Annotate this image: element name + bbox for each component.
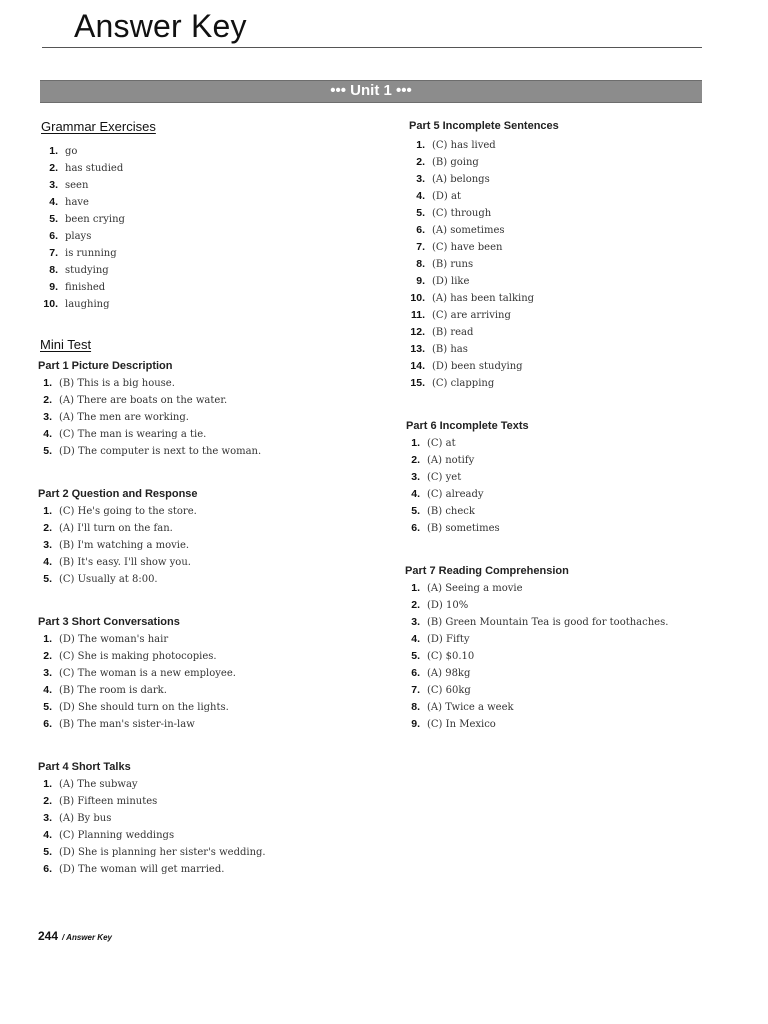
answer-number: 1.	[43, 778, 52, 790]
answer-item	[405, 205, 534, 222]
answer-text: (A) belongs	[432, 174, 490, 185]
part6-answer-list	[406, 435, 500, 537]
answer-number: 1.	[49, 145, 58, 157]
answer-text: (B) going	[432, 157, 479, 168]
answer-text: (D) She should turn on the lights.	[59, 702, 229, 713]
answer-number: 9.	[411, 718, 420, 730]
answer-text: (B) Fifteen minutes	[59, 796, 158, 807]
answer-item	[38, 793, 266, 810]
answer-number: 6.	[43, 718, 52, 730]
answer-number: 3.	[411, 616, 420, 628]
answer-text: (A) The men are working.	[59, 412, 189, 423]
answer-item	[38, 716, 236, 733]
answer-item	[38, 827, 266, 844]
answer-item	[406, 520, 500, 537]
answer-text: (D) been studying	[432, 361, 523, 372]
answer-item	[405, 137, 534, 154]
part7-heading: Part 7 Reading Comprehension	[405, 565, 569, 577]
answer-number: 2.	[411, 599, 420, 611]
answer-number: 5.	[416, 207, 425, 219]
part5-heading: Part 5 Incomplete Sentences	[409, 120, 559, 132]
answer-item	[38, 648, 236, 665]
part5-answer-list	[405, 137, 534, 392]
answer-text: (C) He's going to the store.	[59, 506, 197, 517]
answer-text: (A) I'll turn on the fan.	[59, 523, 173, 534]
answer-item	[38, 262, 125, 279]
answer-item	[38, 194, 125, 211]
answer-item	[38, 844, 266, 861]
answer-number: 8.	[49, 264, 58, 276]
answer-item	[406, 469, 500, 486]
answer-number: 2.	[43, 795, 52, 807]
answer-number: 4.	[43, 829, 52, 841]
title-divider	[42, 47, 702, 48]
answer-text: (B) The man's sister-in-law	[59, 719, 195, 730]
answer-item	[405, 324, 534, 341]
answer-number: 10.	[410, 292, 425, 304]
answer-text: (B) sometimes	[427, 523, 500, 534]
answer-item	[38, 665, 236, 682]
answer-number: 3.	[43, 411, 52, 423]
answer-number: 6.	[43, 863, 52, 875]
answer-item	[405, 341, 534, 358]
answer-item	[38, 160, 125, 177]
answer-text: (B) read	[432, 327, 474, 338]
answer-number: 3.	[43, 539, 52, 551]
answer-number: 2.	[49, 162, 58, 174]
answer-number: 14.	[410, 360, 425, 372]
answer-item	[38, 143, 125, 160]
answer-number: 3.	[416, 173, 425, 185]
answer-text: (C) already	[427, 489, 484, 500]
answer-number: 6.	[411, 522, 420, 534]
answer-text: has studied	[65, 163, 124, 174]
answer-number: 12.	[410, 326, 425, 338]
answer-number: 15.	[410, 377, 425, 389]
answer-item	[38, 409, 261, 426]
answer-text: (D) The woman's hair	[59, 634, 169, 645]
answer-text: (B) Green Mountain Tea is good for toothaches.	[427, 617, 669, 628]
answer-text: (C) The man is wearing a tie.	[59, 429, 207, 440]
answer-number: 8.	[416, 258, 425, 270]
answer-item	[38, 443, 261, 460]
grammar-answer-list	[38, 143, 125, 313]
answer-item	[38, 245, 125, 262]
answer-text: (D) The computer is next to the woman.	[59, 446, 262, 457]
unit-label: ••• Unit 1 •••	[330, 82, 412, 99]
answer-number: 5.	[49, 213, 58, 225]
part3-heading: Part 3 Short Conversations	[38, 616, 180, 628]
answer-number: 5.	[43, 701, 52, 713]
part4-answer-list	[38, 776, 266, 878]
answer-number: 2.	[43, 650, 52, 662]
answer-text: (B) The room is dark.	[59, 685, 167, 696]
answer-number: 4.	[43, 556, 52, 568]
answer-text: (A) notify	[427, 455, 475, 466]
answer-number: 7.	[416, 241, 425, 253]
answer-text: (A) has been talking	[432, 293, 535, 304]
answer-text: (C) are arriving	[432, 310, 511, 321]
answer-number: 9.	[416, 275, 425, 287]
answer-item	[38, 861, 266, 878]
answer-item	[38, 682, 236, 699]
answer-item	[38, 554, 197, 571]
answer-number: 1.	[411, 582, 420, 594]
answer-item	[406, 435, 500, 452]
answer-text: (A) sometimes	[432, 225, 505, 236]
answer-item	[406, 631, 668, 648]
answer-item	[406, 597, 668, 614]
answer-item	[406, 682, 668, 699]
answer-item	[406, 614, 668, 631]
answer-text: (A) 98kg	[427, 668, 471, 679]
answer-text: been crying	[65, 214, 125, 225]
unit-banner	[40, 80, 702, 103]
answer-number: 1.	[43, 377, 52, 389]
answer-item	[405, 222, 534, 239]
answer-text: (C) Planning weddings	[59, 830, 175, 841]
answer-item	[405, 256, 534, 273]
part6-heading: Part 6 Incomplete Texts	[406, 420, 529, 432]
answer-text: (B) runs	[432, 259, 474, 270]
answer-number: 5.	[411, 650, 420, 662]
answer-text: (C) $0.10	[427, 651, 475, 662]
footer-label: / Answer Key	[62, 933, 112, 942]
answer-item	[38, 296, 125, 313]
answer-text: (C) In Mexico	[427, 719, 496, 730]
answer-number: 6.	[416, 224, 425, 236]
answer-item	[38, 571, 197, 588]
answer-item	[405, 273, 534, 290]
answer-number: 4.	[411, 633, 420, 645]
part1-heading: Part 1 Picture Description	[38, 360, 173, 372]
answer-text: seen	[65, 180, 89, 191]
answer-item	[406, 648, 668, 665]
answer-number: 8.	[411, 701, 420, 713]
answer-text: (C) She is making photocopies.	[59, 651, 217, 662]
answer-text: (A) There are boats on the water.	[59, 395, 228, 406]
page-footer	[38, 927, 112, 945]
answer-number: 5.	[43, 445, 52, 457]
answer-text: (C) at	[427, 438, 456, 449]
answer-text: (D) She is planning her sister's wedding.	[59, 847, 266, 858]
answer-text: (C) Usually at 8:00.	[59, 574, 158, 585]
answer-text: plays	[65, 231, 92, 242]
answer-item	[38, 211, 125, 228]
answer-text: finished	[65, 282, 106, 293]
answer-number: 1.	[43, 633, 52, 645]
part2-heading: Part 2 Question and Response	[38, 488, 198, 500]
answer-text: (D) Fifty	[427, 634, 470, 645]
part2-answer-list	[38, 503, 197, 588]
answer-number: 3.	[49, 179, 58, 191]
answer-number: 4.	[411, 488, 420, 500]
answer-item	[405, 375, 534, 392]
answer-item	[406, 452, 500, 469]
answer-text: (A) Twice a week	[427, 702, 514, 713]
answer-text: (B) has	[432, 344, 468, 355]
answer-number: 7.	[411, 684, 420, 696]
answer-number: 1.	[411, 437, 420, 449]
answer-number: 3.	[411, 471, 420, 483]
answer-text: (C) through	[432, 208, 492, 219]
answer-item	[38, 810, 266, 827]
answer-number: 5.	[43, 846, 52, 858]
answer-text: (C) The woman is a new employee.	[59, 668, 236, 679]
answer-text: (C) yet	[427, 472, 462, 483]
part3-answer-list	[38, 631, 236, 733]
answer-item	[38, 392, 261, 409]
answer-text: (A) Seeing a movie	[427, 583, 523, 594]
answer-number: 1.	[43, 505, 52, 517]
answer-item	[38, 537, 197, 554]
answer-text: (D) like	[432, 276, 470, 287]
answer-text: (D) at	[432, 191, 461, 202]
answer-number: 3.	[43, 667, 52, 679]
answer-item	[38, 426, 261, 443]
page-title: Answer Key	[74, 8, 247, 44]
grammar-exercises-heading: Grammar Exercises	[41, 119, 156, 134]
answer-number: 1.	[416, 139, 425, 151]
answer-text: (B) I'm watching a movie.	[59, 540, 190, 551]
part4-heading: Part 4 Short Talks	[38, 761, 131, 773]
answer-text: is running	[65, 248, 117, 259]
answer-number: 10.	[43, 298, 58, 310]
answer-text: (C) has lived	[432, 140, 496, 151]
answer-item	[405, 171, 534, 188]
answer-item	[406, 486, 500, 503]
answer-number: 2.	[411, 454, 420, 466]
answer-item	[38, 699, 236, 716]
answer-text: (C) clapping	[432, 378, 495, 389]
answer-number: 9.	[49, 281, 58, 293]
answer-number: 4.	[416, 190, 425, 202]
answer-number: 3.	[43, 812, 52, 824]
answer-item	[406, 716, 668, 733]
answer-item	[405, 290, 534, 307]
answer-text: (A) The subway	[59, 779, 138, 790]
answer-item	[405, 358, 534, 375]
answer-text: (C) have been	[432, 242, 503, 253]
answer-text: (B) check	[427, 506, 475, 517]
answer-item	[406, 665, 668, 682]
answer-number: 6.	[49, 230, 58, 242]
answer-text: have	[65, 197, 89, 208]
answer-item	[405, 239, 534, 256]
answer-item	[406, 580, 668, 597]
answer-item	[405, 154, 534, 171]
answer-item	[38, 228, 125, 245]
answer-item	[38, 631, 236, 648]
answer-text: laughing	[65, 299, 110, 310]
answer-number: 5.	[411, 505, 420, 517]
answer-item	[38, 279, 125, 296]
answer-number: 2.	[43, 522, 52, 534]
part1-answer-list	[38, 375, 261, 460]
answer-text: (A) By bus	[59, 813, 112, 824]
answer-text: (C) 60kg	[427, 685, 471, 696]
answer-number: 2.	[43, 394, 52, 406]
answer-number: 2.	[416, 156, 425, 168]
answer-item	[406, 699, 668, 716]
answer-item	[406, 503, 500, 520]
answer-number: 6.	[411, 667, 420, 679]
answer-item	[38, 776, 266, 793]
answer-number: 7.	[49, 247, 58, 259]
part7-answer-list	[406, 580, 668, 733]
answer-text: (B) This is a big house.	[59, 378, 175, 389]
answer-item	[405, 188, 534, 205]
answer-text: (B) It's easy. I'll show you.	[59, 557, 191, 568]
answer-number: 4.	[43, 428, 52, 440]
answer-item	[38, 520, 197, 537]
answer-text: (D) 10%	[427, 600, 469, 611]
answer-number: 4.	[49, 196, 58, 208]
answer-number: 13.	[410, 343, 425, 355]
answer-item	[38, 503, 197, 520]
page-number: 244	[38, 929, 59, 943]
answer-item	[405, 307, 534, 324]
answer-text: studying	[65, 265, 109, 276]
answer-text: go	[65, 146, 78, 157]
answer-number: 11.	[410, 309, 425, 321]
answer-number: 4.	[43, 684, 52, 696]
answer-number: 5.	[43, 573, 52, 585]
answer-text: (D) The woman will get married.	[59, 864, 225, 875]
answer-item	[38, 375, 261, 392]
answer-item	[38, 177, 125, 194]
mini-test-heading: Mini Test	[40, 337, 92, 352]
